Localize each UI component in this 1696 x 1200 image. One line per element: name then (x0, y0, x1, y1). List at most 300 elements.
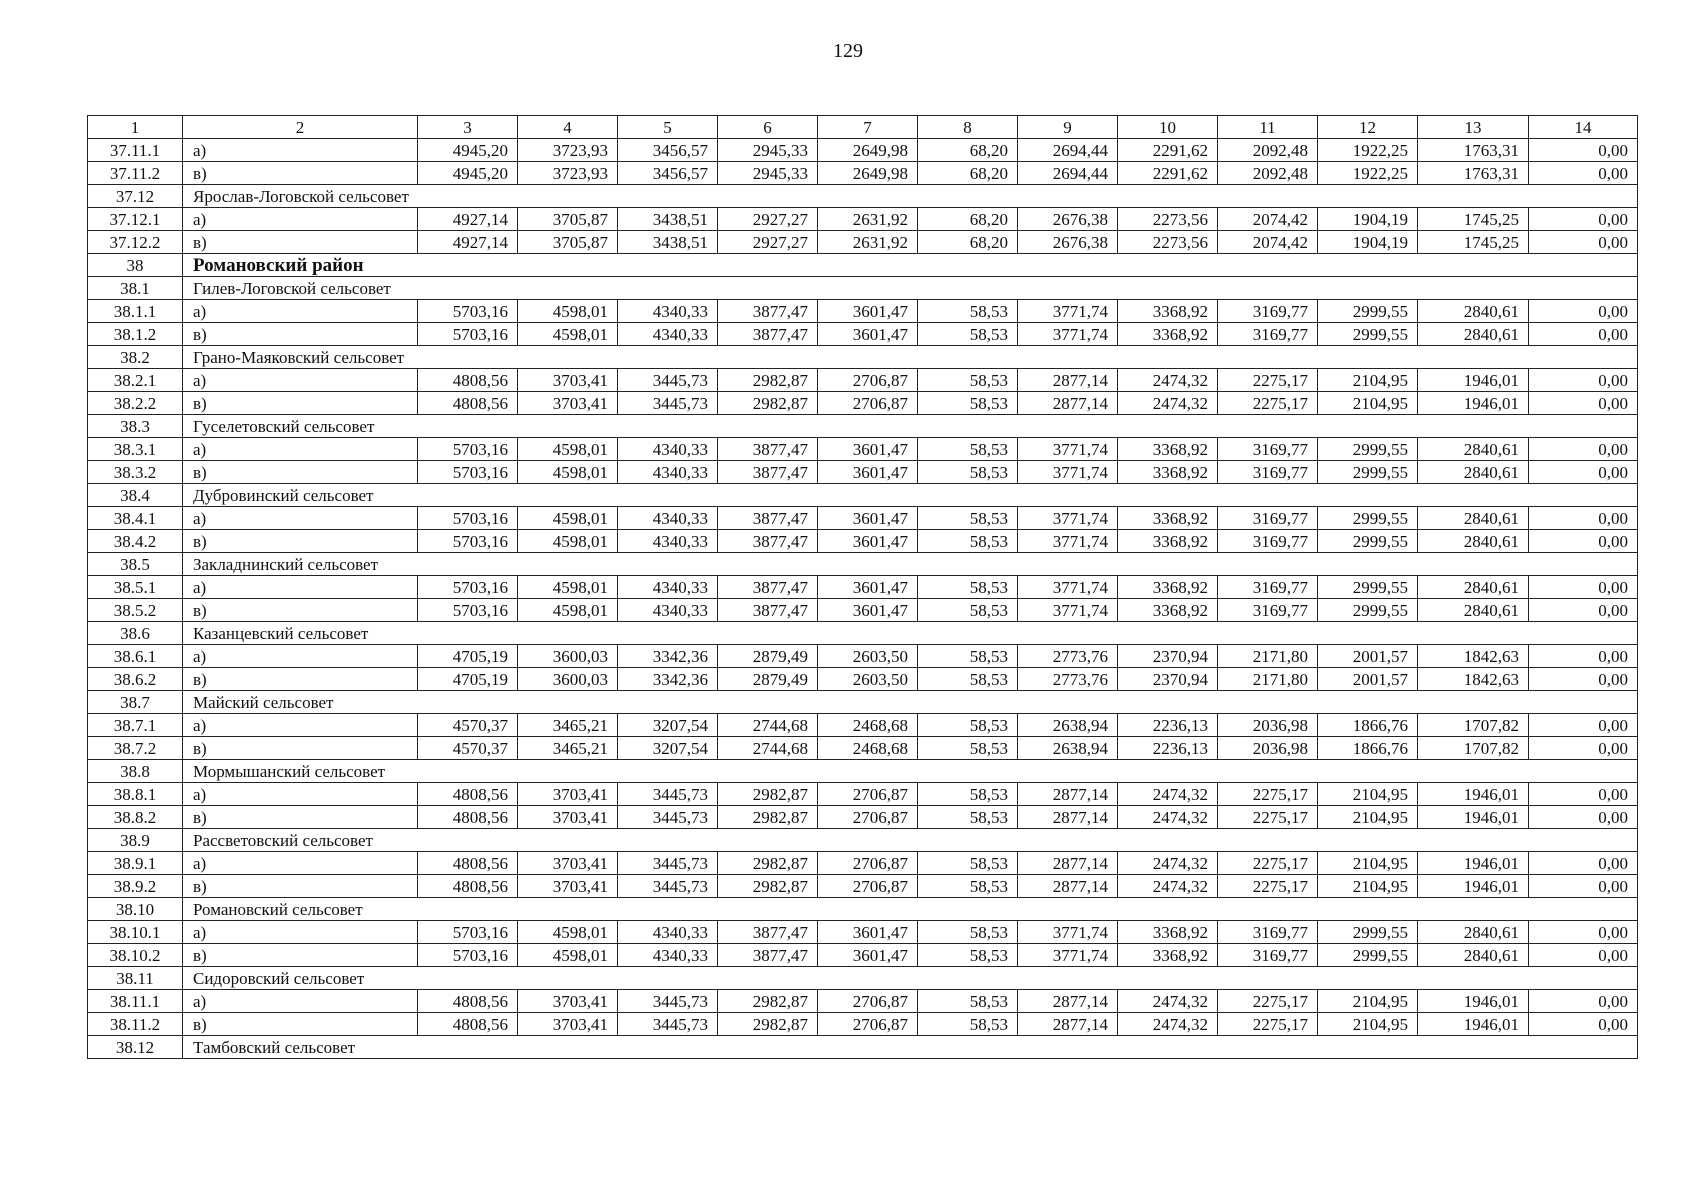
row-code: 37.12 (88, 185, 183, 208)
value-cell: 3771,74 (1018, 507, 1118, 530)
value-cell: 2649,98 (818, 139, 918, 162)
value-cell: 3877,47 (718, 323, 818, 346)
table-row (88, 392, 1638, 415)
column-header-5: 5 (618, 116, 718, 139)
table-row (88, 806, 1638, 829)
row-label: а) (183, 783, 418, 806)
column-header-13: 13 (1418, 116, 1529, 139)
row-label: а) (183, 438, 418, 461)
row-label: а) (183, 990, 418, 1013)
value-cell: 2104,95 (1318, 990, 1418, 1013)
row-code: 38.9 (88, 829, 183, 852)
row-label: в) (183, 392, 418, 415)
section-title: Дубровинский сельсовет (183, 484, 1638, 507)
value-cell: 4808,56 (418, 1013, 518, 1036)
value-cell: 4808,56 (418, 852, 518, 875)
value-cell: 3723,93 (518, 139, 618, 162)
value-cell: 0,00 (1529, 990, 1638, 1013)
value-cell: 2474,32 (1118, 369, 1218, 392)
value-cell: 1745,25 (1418, 208, 1529, 231)
value-cell: 1946,01 (1418, 392, 1529, 415)
value-cell: 3169,77 (1218, 461, 1318, 484)
value-cell: 0,00 (1529, 806, 1638, 829)
value-cell: 3601,47 (818, 507, 918, 530)
value-cell: 58,53 (918, 530, 1018, 553)
value-cell: 2982,87 (718, 875, 818, 898)
value-cell: 0,00 (1529, 737, 1638, 760)
row-code: 38.5 (88, 553, 183, 576)
value-cell: 58,53 (918, 944, 1018, 967)
row-code: 38.5.2 (88, 599, 183, 622)
row-code: 38.8.1 (88, 783, 183, 806)
value-cell: 58,53 (918, 369, 1018, 392)
row-label: в) (183, 231, 418, 254)
column-header-3: 3 (418, 116, 518, 139)
row-label: а) (183, 208, 418, 231)
value-cell: 0,00 (1529, 668, 1638, 691)
value-cell: 3342,36 (618, 645, 718, 668)
value-cell: 2982,87 (718, 806, 818, 829)
row-code: 38.2.2 (88, 392, 183, 415)
value-cell: 3445,73 (618, 852, 718, 875)
value-cell: 5703,16 (418, 438, 518, 461)
value-cell: 2275,17 (1218, 369, 1318, 392)
value-cell: 2999,55 (1318, 921, 1418, 944)
value-cell: 3703,41 (518, 852, 618, 875)
value-cell: 0,00 (1529, 438, 1638, 461)
value-cell: 3703,41 (518, 875, 618, 898)
value-cell: 5703,16 (418, 944, 518, 967)
value-cell: 2999,55 (1318, 438, 1418, 461)
value-cell: 3601,47 (818, 944, 918, 967)
value-cell: 4570,37 (418, 714, 518, 737)
value-cell: 68,20 (918, 208, 1018, 231)
value-cell: 2840,61 (1418, 300, 1529, 323)
value-cell: 2104,95 (1318, 783, 1418, 806)
value-cell: 3771,74 (1018, 461, 1118, 484)
value-cell: 2092,48 (1218, 139, 1318, 162)
value-cell: 58,53 (918, 875, 1018, 898)
value-cell: 0,00 (1529, 300, 1638, 323)
section-title: Ярослав-Логовской сельсовет (183, 185, 1638, 208)
value-cell: 4705,19 (418, 668, 518, 691)
value-cell: 2001,57 (1318, 668, 1418, 691)
value-cell: 1745,25 (1418, 231, 1529, 254)
value-cell: 0,00 (1529, 139, 1638, 162)
value-cell: 3368,92 (1118, 530, 1218, 553)
value-cell: 58,53 (918, 737, 1018, 760)
value-cell: 0,00 (1529, 599, 1638, 622)
value-cell: 2945,33 (718, 162, 818, 185)
value-cell: 2275,17 (1218, 806, 1318, 829)
column-header-8: 8 (918, 116, 1018, 139)
value-cell: 3877,47 (718, 921, 818, 944)
value-cell: 0,00 (1529, 714, 1638, 737)
header-row (88, 116, 1638, 139)
row-label: в) (183, 323, 418, 346)
value-cell: 0,00 (1529, 369, 1638, 392)
value-cell: 3601,47 (818, 323, 918, 346)
value-cell: 2104,95 (1318, 875, 1418, 898)
value-cell: 0,00 (1529, 783, 1638, 806)
tariff-table (87, 115, 1638, 1059)
value-cell: 2001,57 (1318, 645, 1418, 668)
value-cell: 2074,42 (1218, 231, 1318, 254)
column-number-header (88, 116, 1638, 139)
value-cell: 2840,61 (1418, 323, 1529, 346)
table-row (88, 369, 1638, 392)
row-label: в) (183, 530, 418, 553)
section-heading-row (88, 553, 1638, 576)
row-label: а) (183, 852, 418, 875)
value-cell: 3207,54 (618, 737, 718, 760)
value-cell: 0,00 (1529, 392, 1638, 415)
row-code: 38.3.2 (88, 461, 183, 484)
value-cell: 2104,95 (1318, 369, 1418, 392)
value-cell: 3771,74 (1018, 323, 1118, 346)
value-cell: 4598,01 (518, 438, 618, 461)
value-cell: 4340,33 (618, 530, 718, 553)
value-cell: 2879,49 (718, 668, 818, 691)
section-title: Романовский сельсовет (183, 898, 1638, 921)
value-cell: 58,53 (918, 461, 1018, 484)
value-cell: 3169,77 (1218, 921, 1318, 944)
value-cell: 58,53 (918, 323, 1018, 346)
column-header-6: 6 (718, 116, 818, 139)
value-cell: 2474,32 (1118, 852, 1218, 875)
value-cell: 4927,14 (418, 208, 518, 231)
value-cell: 4927,14 (418, 231, 518, 254)
value-cell: 2999,55 (1318, 599, 1418, 622)
value-cell: 0,00 (1529, 1013, 1638, 1036)
row-label: а) (183, 645, 418, 668)
value-cell: 0,00 (1529, 162, 1638, 185)
row-code: 38.9.1 (88, 852, 183, 875)
section-heading-row (88, 829, 1638, 852)
row-label: в) (183, 944, 418, 967)
value-cell: 2744,68 (718, 714, 818, 737)
value-cell: 1842,63 (1418, 645, 1529, 668)
row-code: 38.12 (88, 1036, 183, 1059)
table-row (88, 875, 1638, 898)
section-heading-row (88, 277, 1638, 300)
value-cell: 2638,94 (1018, 714, 1118, 737)
value-cell: 2694,44 (1018, 162, 1118, 185)
column-header-1: 1 (88, 116, 183, 139)
value-cell: 3368,92 (1118, 300, 1218, 323)
value-cell: 5703,16 (418, 507, 518, 530)
value-cell: 2676,38 (1018, 231, 1118, 254)
row-label: в) (183, 737, 418, 760)
value-cell: 4570,37 (418, 737, 518, 760)
section-heading-row (88, 760, 1638, 783)
value-cell: 3601,47 (818, 438, 918, 461)
value-cell: 2694,44 (1018, 139, 1118, 162)
value-cell: 2840,61 (1418, 576, 1529, 599)
value-cell: 58,53 (918, 576, 1018, 599)
value-cell: 3465,21 (518, 714, 618, 737)
value-cell: 2036,98 (1218, 714, 1318, 737)
value-cell: 1763,31 (1418, 162, 1529, 185)
value-cell: 58,53 (918, 438, 1018, 461)
row-label: а) (183, 300, 418, 323)
value-cell: 2706,87 (818, 392, 918, 415)
value-cell: 5703,16 (418, 599, 518, 622)
value-cell: 2468,68 (818, 737, 918, 760)
value-cell: 2474,32 (1118, 875, 1218, 898)
value-cell: 1904,19 (1318, 208, 1418, 231)
value-cell: 2840,61 (1418, 599, 1529, 622)
value-cell: 3438,51 (618, 231, 718, 254)
value-cell: 3703,41 (518, 369, 618, 392)
value-cell: 4598,01 (518, 323, 618, 346)
value-cell: 3877,47 (718, 576, 818, 599)
value-cell: 3445,73 (618, 1013, 718, 1036)
page-number: 129 (833, 40, 863, 62)
section-title: Тамбовский сельсовет (183, 1036, 1638, 1059)
section-title: Гуселетовский сельсовет (183, 415, 1638, 438)
row-code: 38.11.1 (88, 990, 183, 1013)
table-row (88, 852, 1638, 875)
value-cell: 2370,94 (1118, 645, 1218, 668)
table-row (88, 507, 1638, 530)
row-code: 38.8.2 (88, 806, 183, 829)
value-cell: 2468,68 (818, 714, 918, 737)
value-cell: 2927,27 (718, 231, 818, 254)
table-row (88, 944, 1638, 967)
row-code: 38.4.2 (88, 530, 183, 553)
value-cell: 3705,87 (518, 231, 618, 254)
value-cell: 4340,33 (618, 921, 718, 944)
value-cell: 2982,87 (718, 783, 818, 806)
value-cell: 4808,56 (418, 875, 518, 898)
value-cell: 4598,01 (518, 599, 618, 622)
section-title: Казанцевский сельсовет (183, 622, 1638, 645)
section-title: Майский сельсовет (183, 691, 1638, 714)
value-cell: 1866,76 (1318, 737, 1418, 760)
value-cell: 2273,56 (1118, 208, 1218, 231)
value-cell: 2877,14 (1018, 852, 1118, 875)
table-row (88, 668, 1638, 691)
table-row (88, 645, 1638, 668)
value-cell: 4598,01 (518, 530, 618, 553)
value-cell: 3368,92 (1118, 438, 1218, 461)
value-cell: 3877,47 (718, 300, 818, 323)
value-cell: 1866,76 (1318, 714, 1418, 737)
value-cell: 0,00 (1529, 461, 1638, 484)
section-heading-row (88, 484, 1638, 507)
section-heading-row (88, 967, 1638, 990)
value-cell: 2877,14 (1018, 990, 1118, 1013)
value-cell: 2982,87 (718, 369, 818, 392)
value-cell: 4808,56 (418, 369, 518, 392)
value-cell: 3771,74 (1018, 944, 1118, 967)
row-code: 37.12.1 (88, 208, 183, 231)
value-cell: 2275,17 (1218, 852, 1318, 875)
value-cell: 2236,13 (1118, 737, 1218, 760)
value-cell: 2999,55 (1318, 944, 1418, 967)
table-row (88, 576, 1638, 599)
value-cell: 1946,01 (1418, 369, 1529, 392)
table-row (88, 783, 1638, 806)
value-cell: 2945,33 (718, 139, 818, 162)
value-cell: 2982,87 (718, 990, 818, 1013)
value-cell: 3771,74 (1018, 921, 1118, 944)
row-code: 38.1 (88, 277, 183, 300)
value-cell: 2999,55 (1318, 576, 1418, 599)
value-cell: 3703,41 (518, 990, 618, 1013)
value-cell: 2877,14 (1018, 392, 1118, 415)
column-header-4: 4 (518, 116, 618, 139)
value-cell: 58,53 (918, 921, 1018, 944)
row-code: 38.1.2 (88, 323, 183, 346)
value-cell: 58,53 (918, 783, 1018, 806)
table-row (88, 714, 1638, 737)
value-cell: 3445,73 (618, 392, 718, 415)
value-cell: 2773,76 (1018, 668, 1118, 691)
value-cell: 58,53 (918, 990, 1018, 1013)
value-cell: 4340,33 (618, 944, 718, 967)
value-cell: 1763,31 (1418, 139, 1529, 162)
value-cell: 0,00 (1529, 576, 1638, 599)
row-label: в) (183, 461, 418, 484)
table-row (88, 461, 1638, 484)
value-cell: 2706,87 (818, 990, 918, 1013)
value-cell: 68,20 (918, 231, 1018, 254)
column-header-2: 2 (183, 116, 418, 139)
row-label: в) (183, 162, 418, 185)
value-cell: 3771,74 (1018, 438, 1118, 461)
row-label: а) (183, 507, 418, 530)
row-label: а) (183, 921, 418, 944)
value-cell: 3445,73 (618, 369, 718, 392)
table-row (88, 208, 1638, 231)
value-cell: 2877,14 (1018, 875, 1118, 898)
row-label: в) (183, 875, 418, 898)
value-cell: 3601,47 (818, 530, 918, 553)
value-cell: 3703,41 (518, 392, 618, 415)
value-cell: 3465,21 (518, 737, 618, 760)
value-cell: 58,53 (918, 1013, 1018, 1036)
value-cell: 2877,14 (1018, 1013, 1118, 1036)
value-cell: 2275,17 (1218, 990, 1318, 1013)
value-cell: 3169,77 (1218, 944, 1318, 967)
section-heading-row (88, 898, 1638, 921)
row-code: 38.7 (88, 691, 183, 714)
table-body (88, 139, 1638, 1059)
value-cell: 2840,61 (1418, 507, 1529, 530)
table-row (88, 300, 1638, 323)
section-title: Мормышанский сельсовет (183, 760, 1638, 783)
value-cell: 2474,32 (1118, 1013, 1218, 1036)
value-cell: 2474,32 (1118, 392, 1218, 415)
row-code: 38.10.2 (88, 944, 183, 967)
value-cell: 58,53 (918, 507, 1018, 530)
value-cell: 3877,47 (718, 507, 818, 530)
row-label: а) (183, 139, 418, 162)
value-cell: 2999,55 (1318, 323, 1418, 346)
value-cell: 58,53 (918, 852, 1018, 875)
value-cell: 58,53 (918, 599, 1018, 622)
table-row (88, 231, 1638, 254)
row-code: 38.6.2 (88, 668, 183, 691)
section-heading-row (88, 622, 1638, 645)
section-title: Закладнинский сельсовет (183, 553, 1638, 576)
row-label: в) (183, 668, 418, 691)
value-cell: 2840,61 (1418, 530, 1529, 553)
value-cell: 5703,16 (418, 530, 518, 553)
value-cell: 3445,73 (618, 783, 718, 806)
value-cell: 2273,56 (1118, 231, 1218, 254)
value-cell: 58,53 (918, 300, 1018, 323)
value-cell: 2982,87 (718, 852, 818, 875)
table-row (88, 599, 1638, 622)
value-cell: 3169,77 (1218, 300, 1318, 323)
value-cell: 2603,50 (818, 668, 918, 691)
table-row (88, 1013, 1638, 1036)
value-cell: 3771,74 (1018, 576, 1118, 599)
value-cell: 2676,38 (1018, 208, 1118, 231)
value-cell: 2275,17 (1218, 875, 1318, 898)
value-cell: 0,00 (1529, 875, 1638, 898)
value-cell: 2999,55 (1318, 530, 1418, 553)
section-title: Рассветовский сельсовет (183, 829, 1638, 852)
value-cell: 2291,62 (1118, 162, 1218, 185)
value-cell: 1946,01 (1418, 806, 1529, 829)
value-cell: 2706,87 (818, 875, 918, 898)
value-cell: 3601,47 (818, 300, 918, 323)
row-code: 38.6 (88, 622, 183, 645)
value-cell: 2840,61 (1418, 921, 1529, 944)
table-row (88, 438, 1638, 461)
value-cell: 2706,87 (818, 369, 918, 392)
value-cell: 68,20 (918, 139, 1018, 162)
value-cell: 4598,01 (518, 921, 618, 944)
value-cell: 4945,20 (418, 162, 518, 185)
value-cell: 4340,33 (618, 300, 718, 323)
value-cell: 5703,16 (418, 300, 518, 323)
value-cell: 3600,03 (518, 645, 618, 668)
value-cell: 3877,47 (718, 530, 818, 553)
value-cell: 2275,17 (1218, 1013, 1318, 1036)
row-label: а) (183, 714, 418, 737)
value-cell: 4340,33 (618, 599, 718, 622)
section-heading-row (88, 691, 1638, 714)
row-code: 38.9.2 (88, 875, 183, 898)
value-cell: 2370,94 (1118, 668, 1218, 691)
value-cell: 2631,92 (818, 231, 918, 254)
value-cell: 2982,87 (718, 392, 818, 415)
value-cell: 0,00 (1529, 231, 1638, 254)
value-cell: 2999,55 (1318, 461, 1418, 484)
value-cell: 2171,80 (1218, 668, 1318, 691)
value-cell: 0,00 (1529, 507, 1638, 530)
value-cell: 2840,61 (1418, 944, 1529, 967)
row-code: 37.12.2 (88, 231, 183, 254)
table-row (88, 139, 1638, 162)
value-cell: 1946,01 (1418, 852, 1529, 875)
value-cell: 4808,56 (418, 806, 518, 829)
section-title: Сидоровский сельсовет (183, 967, 1638, 990)
value-cell: 3169,77 (1218, 530, 1318, 553)
row-code: 37.11.1 (88, 139, 183, 162)
table-row (88, 162, 1638, 185)
value-cell: 4598,01 (518, 300, 618, 323)
value-cell: 3169,77 (1218, 323, 1318, 346)
value-cell: 2999,55 (1318, 507, 1418, 530)
value-cell: 0,00 (1529, 530, 1638, 553)
value-cell: 3771,74 (1018, 300, 1118, 323)
